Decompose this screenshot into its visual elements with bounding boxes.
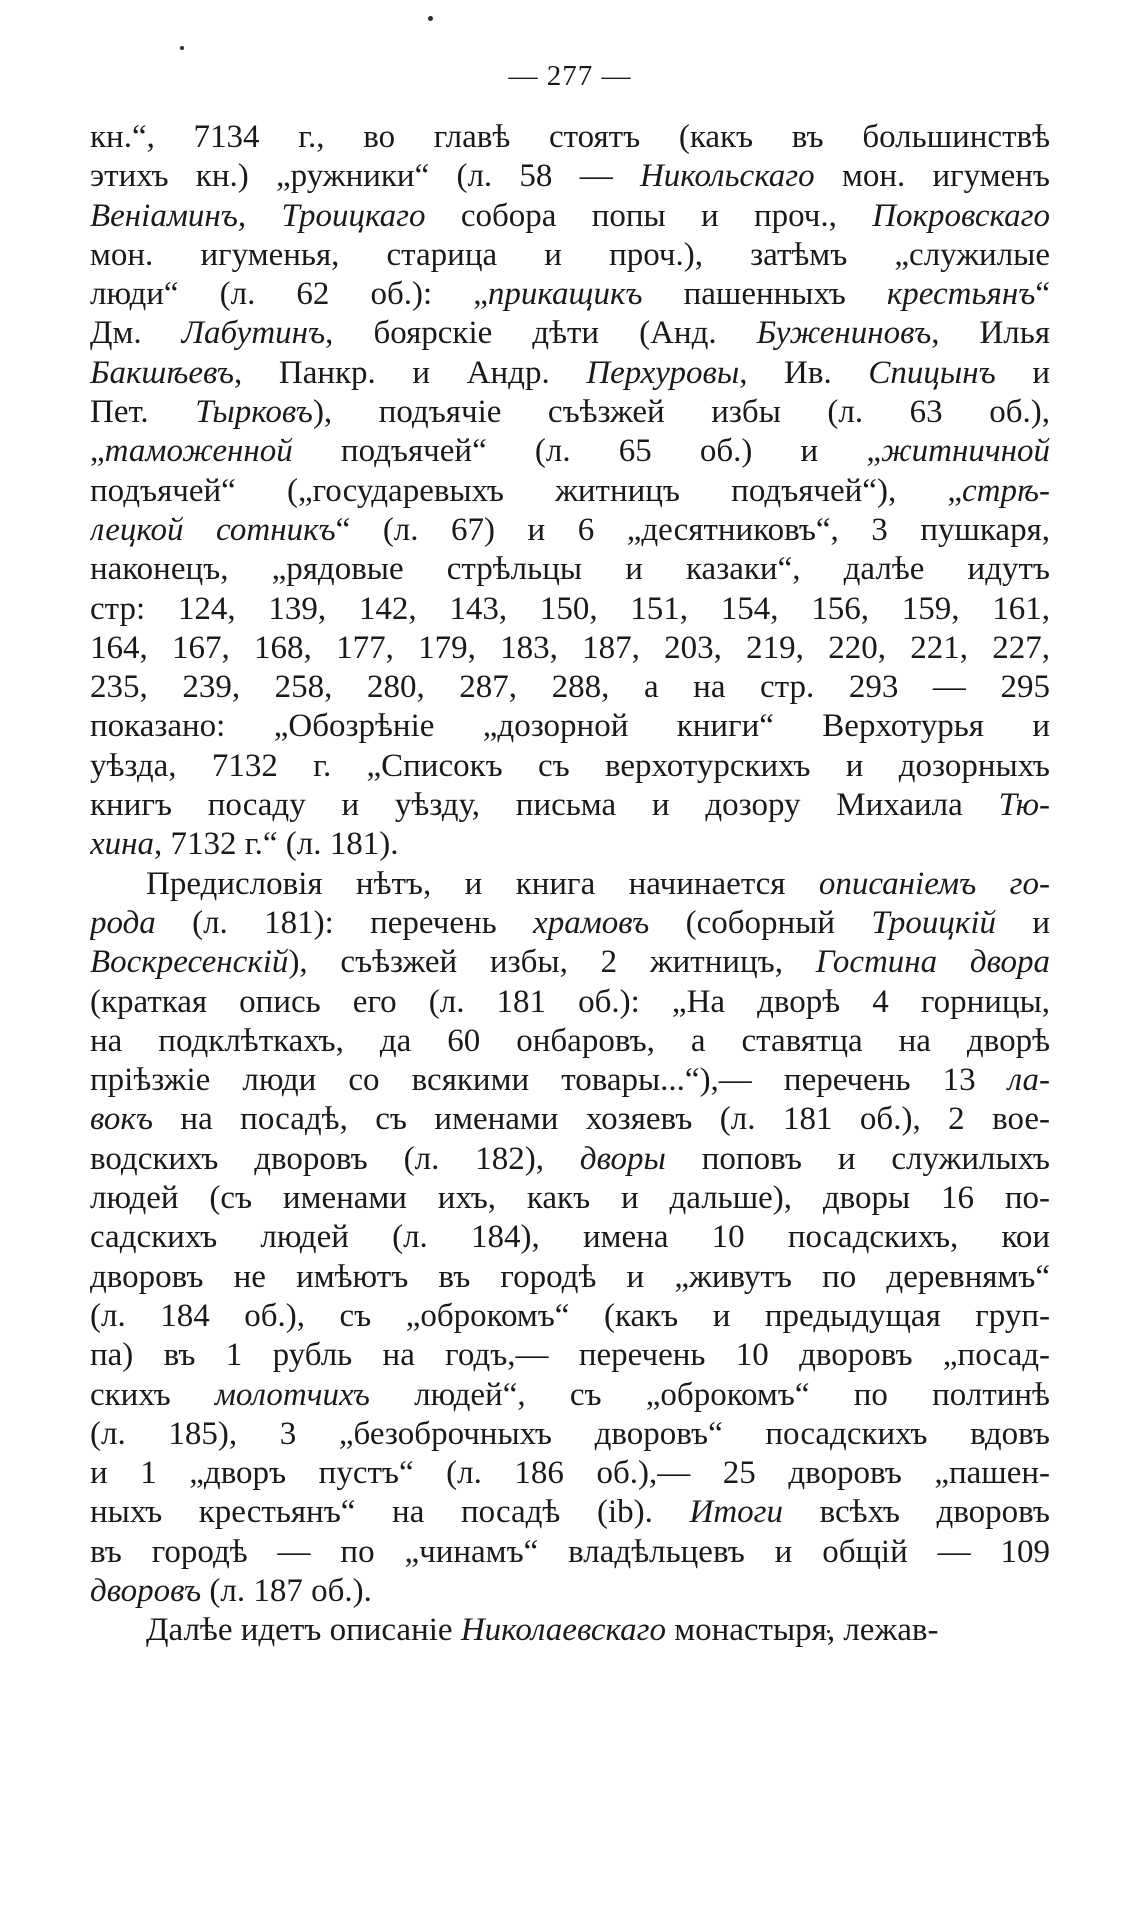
- text-run: на посадѣ, съ именами хозяевъ (л. 181 об.), 2 вое-: [152, 1101, 1050, 1138]
- text-line: [90, 1376, 1050, 1415]
- text-run: кн.“, 7134 г., во главѣ стоятъ (какъ въ большинствѣ: [90, 119, 1050, 155]
- italic-text: дворовъ: [90, 1572, 202, 1609]
- text-run: па) въ 1 рубль на годъ,— перечень 10 дворовъ „посад-: [90, 1337, 1050, 1374]
- text-line: [90, 1022, 1050, 1061]
- italic-text: ла-: [1007, 1062, 1050, 1099]
- text-line: [90, 1533, 1050, 1572]
- page-number: — 277 —: [508, 60, 632, 92]
- italic-text: крестьянъ: [886, 276, 1036, 313]
- italic-text: Никольскаго: [639, 158, 815, 195]
- text-run: (л. 187 об.).: [201, 1572, 372, 1609]
- text-line: [90, 1061, 1050, 1100]
- italic-text: хина: [90, 826, 155, 863]
- text-run: скихъ: [90, 1376, 215, 1413]
- text-run: , Панкр. и Андр.: [234, 354, 587, 391]
- italic-text: Воскресенскій: [90, 944, 289, 981]
- text-run: (л. 184 об.), съ „оброкомъ“ (какъ и предыдущая груп-: [90, 1297, 1050, 1334]
- text-run: книгъ посаду и уѣзду, письма и дозору Михаила: [90, 787, 999, 824]
- text-line: [90, 1336, 1050, 1375]
- text-run: уѣзда, 7132 г. „Списокъ съ верхотурскихъ и дозорныхъ: [90, 747, 1050, 784]
- text-line: [90, 354, 1050, 393]
- text-run: подъячей“ („государевыхъ житницъ подъячей“), „: [90, 472, 963, 509]
- italic-text: стрѣ-: [962, 472, 1050, 509]
- text-run: мон. игуменья, старица и проч.), затѣмъ „служилые: [90, 236, 1050, 273]
- text-line: [90, 825, 1050, 864]
- text-run: всѣхъ дворовъ: [783, 1494, 1050, 1531]
- text-run: 164, 167, 168, 177, 179, 183, 187, 203, 219, 220, 221, 227,: [90, 629, 1050, 666]
- text-run: “: [1035, 276, 1050, 313]
- text-run: дворовъ не имѣютъ въ городѣ и „живутъ по деревнямъ“: [90, 1258, 1050, 1295]
- italic-text: Спицынъ: [868, 354, 996, 391]
- italic-text: лецкой сотникъ: [90, 511, 336, 548]
- italic-text: дворы: [579, 1140, 666, 1177]
- text-run: ныхъ крестьянъ“ на посадѣ (ib).: [90, 1494, 690, 1531]
- text-line: [90, 1140, 1050, 1179]
- text-line: [90, 275, 1050, 314]
- text-run: (краткая опись его (л. 181 об.): „На дворѣ 4 горницы,: [90, 983, 1050, 1020]
- ink-speck: [180, 46, 184, 50]
- paragraph: [90, 1611, 1050, 1650]
- text-line: [90, 1100, 1050, 1139]
- paragraph: [90, 118, 1050, 865]
- text-run: , Ив.: [739, 354, 869, 391]
- text-run: людей“, съ „оброкомъ“ по полтинѣ: [369, 1376, 1050, 1413]
- text-line: [90, 747, 1050, 786]
- text-line: [90, 1493, 1050, 1532]
- text-line: [90, 590, 1050, 629]
- text-run: мон. игуменъ: [814, 158, 1050, 195]
- italic-text: описаніемъ го-: [818, 865, 1050, 902]
- text-line: [90, 983, 1050, 1022]
- text-line: [90, 1179, 1050, 1218]
- text-line: [90, 943, 1050, 982]
- text-run: , Илья: [931, 315, 1050, 352]
- text-line: [90, 314, 1050, 353]
- text-line: [90, 1415, 1050, 1454]
- text-run: пашенныхъ: [642, 276, 887, 313]
- text-run: “ (л. 67) и 6 „десятниковъ“, 3 пушкаря,: [335, 511, 1050, 548]
- italic-text: рода: [90, 904, 156, 941]
- text-run: собора попы и проч.,: [425, 197, 873, 234]
- italic-text: храмовъ: [533, 904, 650, 941]
- text-run: ), подъячіе съѣзжей избы (л. 63 об.),: [312, 394, 1050, 431]
- italic-text: Веніаминъ, Троицкаго: [90, 197, 426, 234]
- text-run: монастыря, лежав-: [665, 1612, 939, 1649]
- text-run: въ городѣ — по „чинамъ“ владѣльцевъ и общій — 109: [90, 1533, 1050, 1570]
- text-run: водскихъ дворовъ (л. 182),: [90, 1140, 580, 1177]
- text-run: (л. 181): перечень: [155, 904, 534, 941]
- text-line: [90, 511, 1050, 550]
- text-line: [90, 904, 1050, 943]
- text-run: (л. 185), 3 „безоброчныхъ дворовъ“ посадскихъ вдовъ: [90, 1415, 1050, 1452]
- italic-text: молотчихъ: [214, 1376, 370, 1413]
- text-run: , боярскіе дѣти (Анд.: [325, 315, 757, 352]
- italic-text: вокъ: [90, 1101, 153, 1138]
- italic-text: Тырковъ: [195, 394, 313, 431]
- text-line: [90, 432, 1050, 471]
- text-line: [90, 629, 1050, 668]
- paragraph: [90, 865, 1050, 1612]
- italic-text: прикащикъ: [487, 276, 643, 313]
- text-line: [90, 550, 1050, 589]
- text-line: [90, 197, 1050, 236]
- text-line: [90, 118, 1050, 157]
- italic-text: Перхуровы: [586, 354, 740, 391]
- text-run: 235, 239, 258, 280, 287, 288, а на стр. 293 — 295: [90, 669, 1050, 706]
- italic-text: Николаевскаго: [460, 1612, 666, 1649]
- text-run: и: [995, 354, 1050, 391]
- text-line: [90, 1297, 1050, 1336]
- text-run: людей (съ именами ихъ, какъ и дальше), дворы 16 по-: [90, 1180, 1050, 1217]
- text-run: „: [90, 433, 105, 470]
- italic-text: Тю-: [998, 787, 1050, 824]
- text-run: этихъ кн.) „ружники“ (л. 58 —: [90, 158, 640, 195]
- text-line: [90, 1572, 1050, 1611]
- italic-text: Покровскаго: [872, 197, 1050, 234]
- text-line: [90, 157, 1050, 196]
- text-run: Пет.: [90, 394, 196, 431]
- text-run: поповъ и служилыхъ: [665, 1140, 1050, 1177]
- italic-text: таможенной: [104, 433, 293, 470]
- italic-text: житничной: [880, 433, 1050, 470]
- text-line: [90, 1611, 1050, 1650]
- text-line: [90, 1258, 1050, 1297]
- italic-text: Итоги: [689, 1494, 784, 1531]
- text-run: и 1 „дворъ пустъ“ (л. 186 об.),— 25 дворовъ „пашен-: [90, 1455, 1050, 1492]
- text-line: [90, 393, 1050, 432]
- italic-text: Троицкій: [871, 904, 997, 941]
- text-run: Предисловія нѣтъ, и книга начинается: [146, 865, 819, 902]
- text-run: подъячей“ (л. 65 об.) и „: [292, 433, 881, 470]
- body-text: [90, 118, 1050, 1651]
- text-run: пріѣзжіе люди со всякими товары...“),— перечень 13: [90, 1062, 1008, 1099]
- text-line: [90, 786, 1050, 825]
- text-run: и: [996, 904, 1050, 941]
- italic-text: Бужениновъ: [756, 315, 932, 352]
- text-run: на подклѣткахъ, да 60 онбаровъ, а ставятца на дворѣ: [90, 1022, 1050, 1059]
- text-line: [90, 668, 1050, 707]
- text-line: [90, 472, 1050, 511]
- text-run: (соборный: [649, 904, 872, 941]
- ink-speck: [428, 16, 433, 21]
- text-run: люди“ (л. 62 об.): „: [90, 276, 488, 313]
- text-line: [90, 1454, 1050, 1493]
- text-run: Далѣе идетъ описаніе: [146, 1612, 461, 1649]
- text-line: [90, 1218, 1050, 1257]
- italic-text: Бакшѣевъ: [90, 354, 234, 391]
- text-line: [90, 707, 1050, 746]
- italic-text: Лабутинъ: [181, 315, 326, 352]
- text-line: [90, 236, 1050, 275]
- italic-text: Гостина двора: [815, 944, 1050, 981]
- text-run: , 7132 г.“ (л. 181).: [154, 826, 399, 863]
- text-run: стр: 124, 139, 142, 143, 150, 151, 154, 156, 159, 161,: [90, 590, 1050, 627]
- text-run: Дм.: [90, 315, 182, 352]
- text-run: ), съѣзжей избы, 2 житницъ,: [288, 944, 816, 981]
- text-line: [90, 865, 1050, 904]
- text-run: наконецъ, „рядовые стрѣльцы и казаки“, далѣе идутъ: [90, 551, 1050, 588]
- text-run: садскихъ людей (л. 184), имена 10 посадскихъ, кои: [90, 1219, 1050, 1256]
- text-run: показано: „Обозрѣніе „дозорной книги“ Верхотурья и: [90, 708, 1050, 745]
